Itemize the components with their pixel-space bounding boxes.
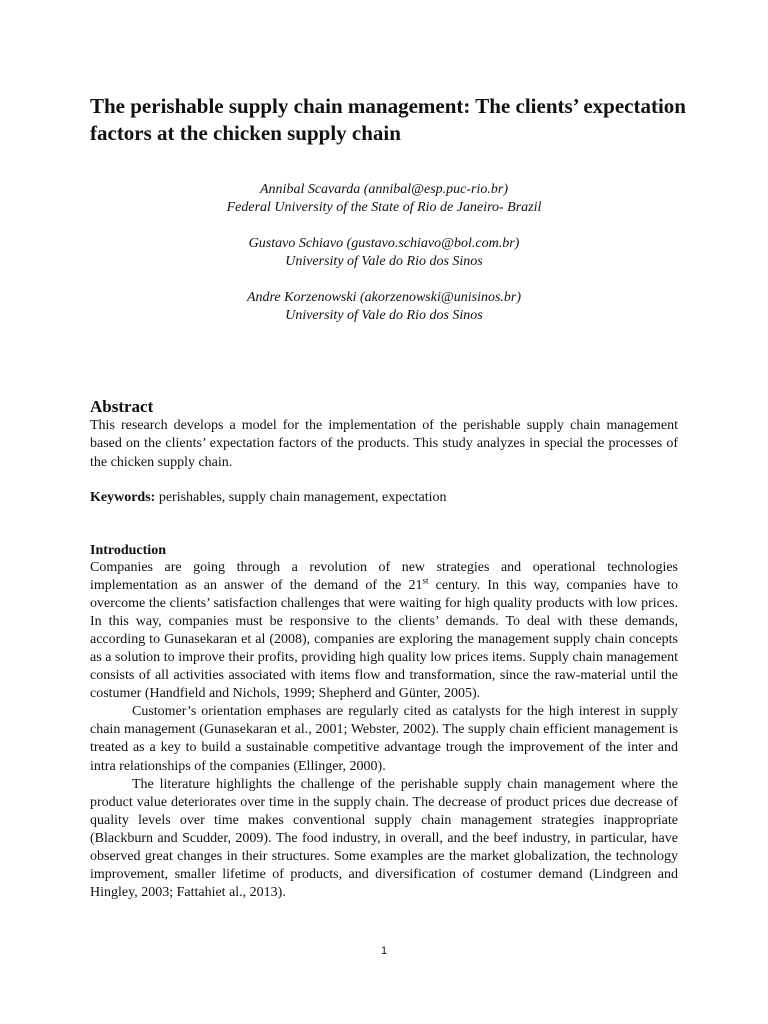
intro-p1-part1: Companies are going through a revolution of new strategies and operational technologies implementation as an answer of the demand of the 21 [90,560,678,594]
page-number: 1 [380,945,388,957]
keywords-line [90,489,678,507]
keywords-label: Keywords: [90,490,156,505]
abstract-heading: Abstract [90,397,154,416]
intro-p1-superscript: st [422,575,429,586]
author-block [90,235,678,271]
intro-paragraph-1 [90,559,678,703]
intro-paragraph-3: The literature highlights the challenge of the perishable supply chain management where the product value deteriorates over time in the supply chain. The decrease of product prices due decrease of quality levels over time makes conventional supply chain management strategies inappropriate (Blackburn and Scudder, 2009). The food industry, in overall, and the beef industry, in particular, have observed great changes in their structures. Some examples are the market globalization, the technology improvement, smaller lifetime of products, and diversification of costumer demand (Lindgreen and Hingley, 2003; Fattahiet al., 2013). [90,776,678,900]
intro-paragraph-2: Customer’s orientation emphases are regularly cited as catalysts for the high interest in supply chain management (Gunasekaran et al., 2001; Webster, 2002). The supply chain efficient management is treated as a key to build a sustainable competitive advantage trough the improvement of the inter and intra relationships of the companies (Ellinger, 2000). [90,704,678,774]
author-name-email: Annibal Scavarda (annibal@esp.puc-rio.br) [260,182,508,197]
author-affiliation: University of Vale do Rio dos Sinos [285,308,483,323]
abstract-text: This research develops a model for the implementation of the perishable supply chain management based on the clients’ expectation factors of the products. This study analyzes in special the processes of the chicken supply chain. [90,418,678,470]
author-block [90,289,678,325]
author-name-email: Andre Korzenowski (akorzenowski@unisinos.br) [246,290,522,305]
author-affiliation: Federal University of the State of Rio de Janeiro- Brazil [226,200,542,215]
author-list [90,181,678,343]
introduction-heading: Introduction [90,543,166,558]
author-name-email: Gustavo Schiavo (gustavo.schiavo@bol.com.br) [248,236,520,251]
introduction-body [90,559,678,902]
author-affiliation: University of Vale do Rio dos Sinos [285,254,483,269]
author-block [90,181,678,217]
paper-title: The perishable supply chain management: The clients’ expectation factors at the chicken supply chain [90,94,686,145]
intro-p1-part2: century. In this way, companies have to overcome the clients’ satisfaction challenges that were waiting for high quality products with low prices. In this way, companies must be responsive to the clients’ demands. To deal with these demands, according to Gunasekaran et al (2008), companies are exploring the management supply chain concepts as a solution to improve their profits, providing high quality low prices items. Supply chain management consists of all activities associated with items flow and transformation, since the raw-material until the costumer (Handfield and Nichols, 1999; Shepherd and Günter, 2005). [90,578,678,702]
keywords-text: perishables, supply chain management, expectation [155,490,447,505]
